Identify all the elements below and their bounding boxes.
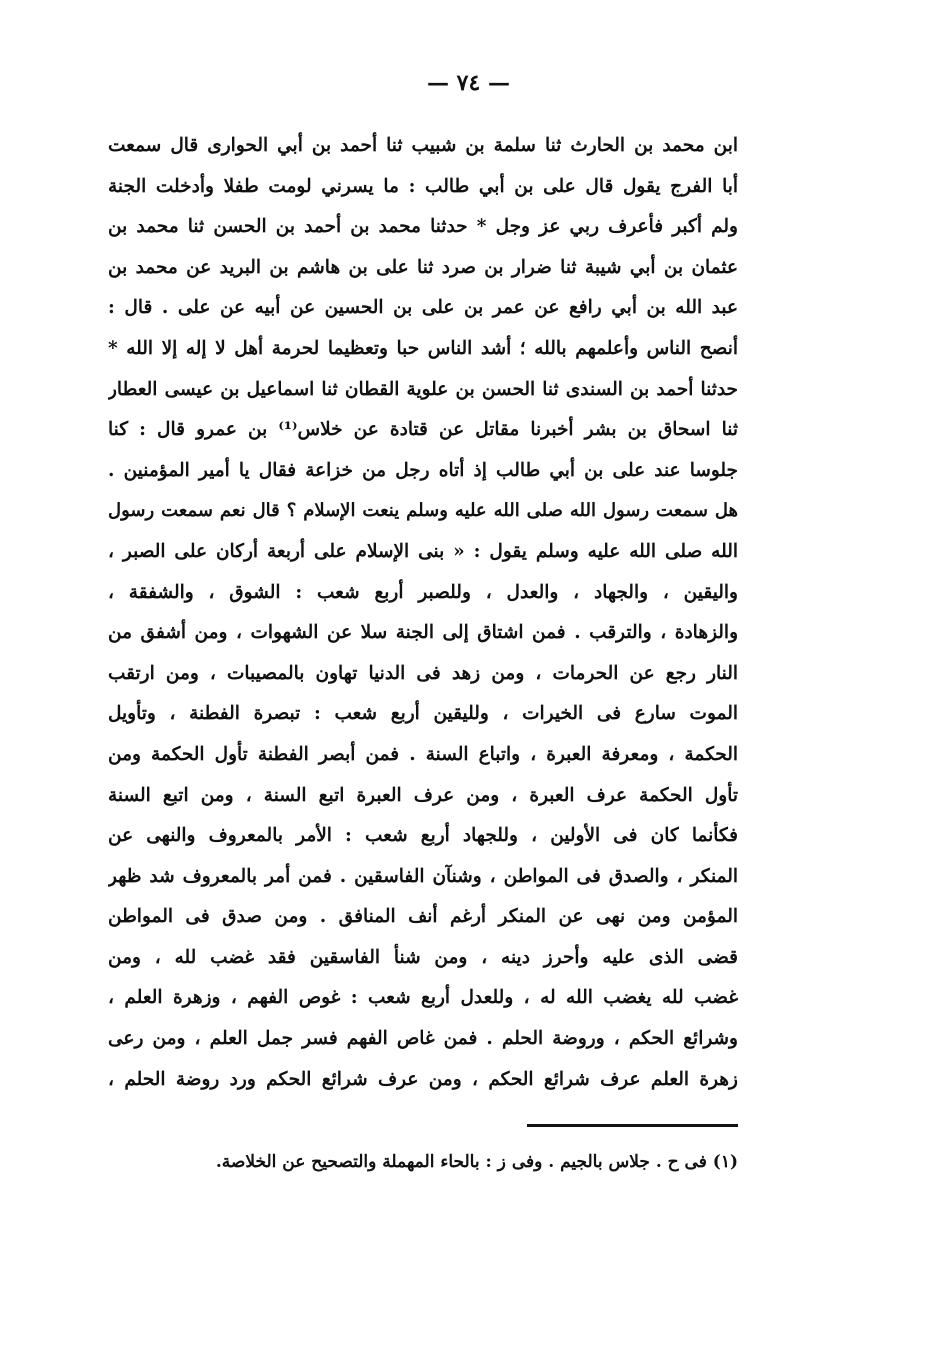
text-line: الحكمة ، ومعرفة العبرة ، واتباع السنة . فمن أبصر الفطنة تأول الحكمة ومن xyxy=(108,743,738,765)
text-line: الله صلى الله عليه وسلم يقول : « بنى الإسلام على أربعة أركان على الصبر ، xyxy=(108,540,738,562)
text-line: هل سمعت رسول الله صلى الله عليه وسلم ينعت الإسلام ؟ قال نعم سمعت رسول xyxy=(108,500,738,522)
text-line: ولم أكبر فأعرف ربي عز وجل * حدثنا محمد بن أحمد بن الحسن ثنا محمد بن xyxy=(108,216,738,238)
text-line: أنصح الناس وأعلمهم بالله ؛ أشد الناس حبا وتعظيما لحرمة أهل لا إله إلا الله * xyxy=(108,337,738,359)
footnote-separator xyxy=(527,1124,738,1127)
text-line: وشرائع الحكم ، وروضة الحلم . فمن غاص الفهم فسر جمل العلم ، ومن رعى xyxy=(108,1028,738,1050)
text-line: واليقين ، والجهاد ، والعدل ، وللصبر أربع شعب : الشوق ، والشفقة ، xyxy=(108,581,738,603)
text-line: المؤمن ومن نهى عن المنكر أرغم أنف المنافق . ومن صدق فى المواطن xyxy=(108,906,738,928)
text-line: أبا الفرج يقول قال على بن أبي طالب : ما يسرني لومت طفلا وأدخلت الجنة xyxy=(108,175,738,197)
text-line: حدثنا أحمد بن السندى ثنا الحسن بن علوية القطان ثنا اسماعيل بن عيسى العطار xyxy=(108,378,738,400)
text-line: ثنا اسحاق بن بشر أخبرنا مقاتل عن قتادة عن خلاس⁽¹⁾ بن عمرو قال : كنا xyxy=(108,419,738,441)
footnote: (١) فى ح . جلاس بالجيم . وفى ز : بالحاء المهملة والتصحيح عن الخلاصة. xyxy=(215,1152,738,1172)
text-line: والزهادة ، والترقب . فمن اشتاق إلى الجنة سلا عن الشهوات ، ومن أشفق من xyxy=(108,622,738,644)
text-line: عثمان بن أبي شيبة ثنا ضرار بن صرد ثنا على بن هاشم بن البريد عن محمد بن xyxy=(108,256,738,278)
text-line: فكأنما كان فى الأولين ، وللجهاد أربع شعب : الأمر بالمعروف والنهى عن xyxy=(108,825,738,847)
text-line: المنكر ، والصدق فى المواطن ، وشنآن الفاسقين . فمن أمر بالمعروف شد ظهر xyxy=(108,865,738,887)
text-line: جلوسا عند على بن أبي طالب إذ أتاه رجل من خزاعة فقال يا أمير المؤمنين . xyxy=(108,459,738,481)
text-line: زهرة العلم عرف شرائع الحكم ، ومن عرف شرائع الحكم ورد روضة الحلم ، xyxy=(108,1068,738,1090)
body-text xyxy=(108,126,738,1100)
text-line: النار رجع عن الحرمات ، ومن زهد فى الدنيا تهاون بالمصيبات ، ومن ارتقب xyxy=(108,662,738,684)
text-line: تأول الحكمة عرف العبرة ، ومن عرف العبرة اتبع السنة ، ومن اتبع السنة xyxy=(108,784,738,806)
page-number: — ٧٤ — xyxy=(427,70,510,96)
text-line: عبد الله بن أبي رافع عن عمر بن على بن الحسين عن أبيه عن على . قال : xyxy=(108,297,738,319)
text-line: الموت سارع فى الخيرات ، ولليقين أربع شعب : تبصرة الفطنة ، وتأويل xyxy=(108,703,738,725)
text-line: ابن محمد بن الحارث ثنا سلمة بن شبيب ثنا أحمد بن أبي الحوارى قال سمعت xyxy=(108,135,738,156)
text-line: غضب لله يغضب الله له ، وللعدل أربع شعب : غوص الفهم ، وزهرة العلم ، xyxy=(108,987,738,1009)
text-line: قضى الذى عليه وأحرز دينه ، ومن شنأ الفاسقين فقد غضب لله ، ومن xyxy=(108,946,738,968)
